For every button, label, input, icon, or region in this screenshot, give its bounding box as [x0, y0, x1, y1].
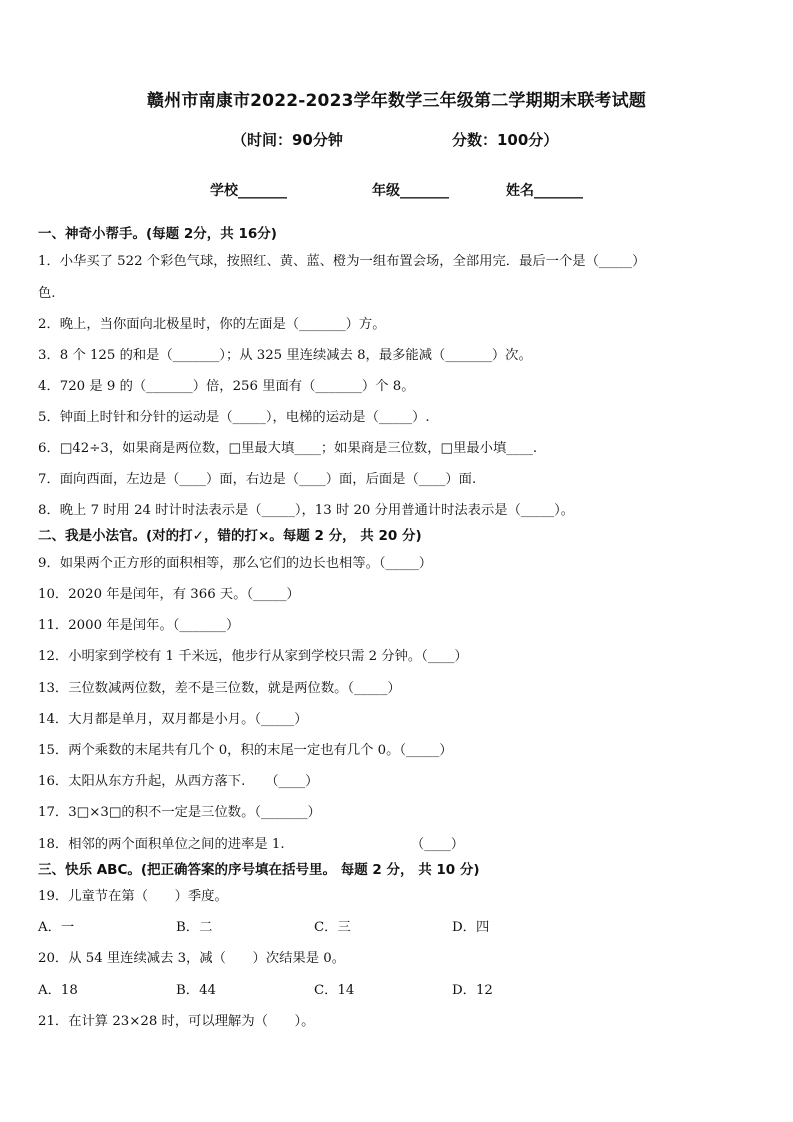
- question-2: 2．晚上，当你面向北极星时，你的左面是（_______）方。: [38, 317, 386, 332]
- question-7: 7．面向西面，左边是（____）面，右边是（____）面，后面是（____）面.: [38, 472, 477, 487]
- question-10: 10．2020 年是闰年，有 366 天。（_____）: [38, 587, 300, 602]
- question-3: 3．8 个 125 的和是（_______）；从 325 里连续减去 8，最多能减（_______）次。: [38, 348, 532, 363]
- question-19: 19．儿童节在第（ ）季度。: [38, 889, 228, 904]
- school-field: 学校_______: [210, 183, 287, 199]
- question-20-option-c: C．14: [314, 983, 355, 998]
- question-20-option-a: A．18: [38, 983, 78, 998]
- name-field: 姓名_______: [506, 183, 583, 199]
- question-17: 17．3□×3□的积不一定是三位数。（_______）: [38, 805, 321, 820]
- question-11: 11．2000 年是闰年。（_______）: [38, 618, 240, 633]
- question-1-continued: 色.: [38, 286, 56, 301]
- question-14: 14．大月都是单月，双月都是小月。（_____）: [38, 712, 308, 727]
- question-16: 16．太阳从东方升起，从西方落下. （____）: [38, 774, 319, 789]
- section-heading-3: 三、快乐 ABC。(把正确答案的序号填在括号里。 每题 2 分， 共 10 分): [38, 862, 480, 878]
- question-19-option-b: B．二: [176, 920, 213, 935]
- question-12: 12．小明家到学校有 1 千米远，他步行从家到学校只需 2 分钟。（____）: [38, 649, 468, 664]
- question-20: 20．从 54 里连续减去 3，减（ ）次结果是 0。: [38, 951, 346, 966]
- question-1: 1．小华买了 522 个彩色气球，按照红、黄、蓝、橙为一组布置会场，全部用完．最后一个是（_____）: [38, 254, 646, 269]
- question-20-option-d: D．12: [452, 983, 493, 998]
- question-19-option-c: C．三: [314, 920, 351, 935]
- question-4: 4．720 是 9 的（_______）倍，256 里面有（_______）个 8。: [38, 379, 415, 394]
- section-heading-1: 一、神奇小帮手。(每题 2分，共 16分): [38, 226, 277, 242]
- question-5: 5．钟面上时针和分针的运动是（_____），电梯的运动是（_____）.: [38, 410, 430, 425]
- exam-score: 分数：100分）: [452, 131, 559, 149]
- grade-field: 年级_______: [372, 183, 449, 199]
- question-20-option-b: B．44: [176, 983, 216, 998]
- section-heading-2: 二、我是小法官。(对的打✓，错的打×。每题 2 分， 共 20 分): [38, 528, 422, 544]
- exam-time: （时间：90分钟: [232, 131, 343, 149]
- question-19-option-d: D．四: [452, 920, 490, 935]
- question-15: 15．两个乘数的末尾共有几个 0，积的末尾一定也有几个 0。（_____）: [38, 743, 453, 758]
- question-21: 21．在计算 23×28 时，可以理解为（ ）。: [38, 1014, 315, 1029]
- exam-title: 赣州市南康市2022-2023学年数学三年级第二学期期末联考试题: [146, 91, 647, 111]
- question-8: 8．晚上 7 时用 24 时计时法表示是（_____），13 时 20 分用普通计时法表示是（_____）。: [38, 503, 575, 518]
- question-18: 18．相邻的两个面积单位之间的进率是 1. （____）: [38, 837, 465, 852]
- question-9: 9．如果两个正方形的面积相等，那么它们的边长也相等。（_____）: [38, 556, 433, 571]
- question-19-option-a: A．一: [38, 920, 75, 935]
- question-6: 6．□42÷3，如果商是两位数，□里最大填____；如果商是三位数，□里最小填____.: [38, 441, 538, 456]
- question-13: 13．三位数减两位数，差不是三位数，就是两位数。（_____）: [38, 681, 401, 696]
